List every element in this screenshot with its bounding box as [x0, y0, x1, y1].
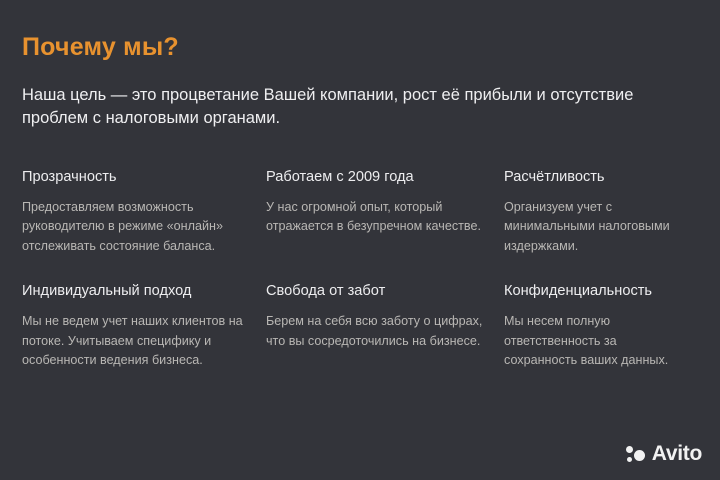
feature-body: Мы не ведем учет наших клиентов на потоке. Учитываем специфику и особенности ведения бизнеса.: [22, 314, 243, 368]
feature-item: [266, 168, 504, 256]
avito-wordmark: Avito: [651, 442, 702, 465]
feature-body: Организуем учет с минимальными налоговыми издержками.: [504, 199, 670, 253]
feature-title: Свобода от забот: [266, 283, 386, 300]
intro-paragraph: Наша цель — это процветание Вашей компании, рост её прибыли и отсутствие проблем с налоговыми органами.: [22, 85, 634, 127]
feature-body: У нас огромной опыт, который отражается в безупречном качестве.: [266, 199, 481, 234]
feature-body: Мы несем полную ответственность за сохранность ваших данных.: [504, 314, 669, 368]
feature-title: Конфиденциальность: [504, 283, 653, 300]
avito-watermark: [626, 442, 702, 466]
avito-dots-icon: [626, 445, 645, 464]
feature-title: Индивидуальный подход: [22, 283, 192, 300]
page-title: Почему мы?: [22, 33, 179, 61]
feature-item: [504, 282, 698, 371]
feature-title: Расчётливость: [504, 169, 605, 186]
features-grid: [22, 168, 698, 371]
feature-title: Работаем с 2009 года: [266, 169, 414, 186]
feature-item: [504, 168, 698, 256]
feature-item: [22, 168, 266, 256]
feature-item: [266, 282, 504, 371]
feature-body: Предоставляем возможность руководителю в режиме «онлайн» отслеживать состояние баланса.: [22, 199, 223, 253]
feature-body: Берем на себя всю заботу о цифрах, что вы сосредоточились на бизнесе.: [266, 314, 483, 348]
feature-item: [22, 282, 266, 371]
feature-title: Прозрачность: [22, 169, 117, 186]
